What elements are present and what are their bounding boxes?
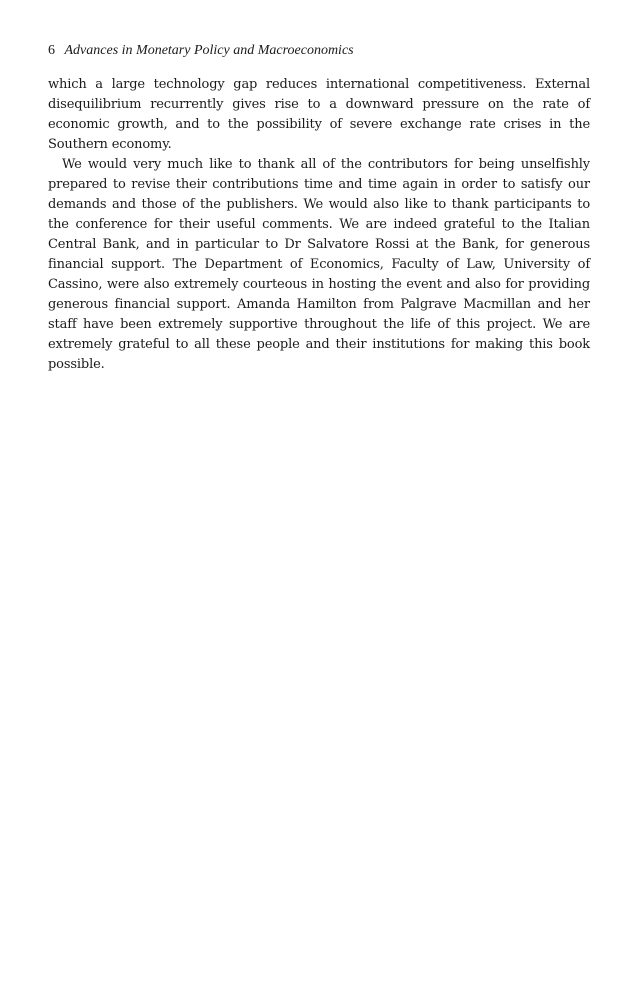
body-text	[48, 75, 590, 375]
paragraph-continuation: which a large technology gap reduces international competitiveness. External disequilibrium recurrently gives rise to a downward pressure on the rate of economic growth, and to the possibility of severe exchange rate crises in the Southern economy.	[48, 77, 590, 152]
paragraph-acknowledgements: We would very much like to thank all of the contributors for being unselfishly prepared to revise their contributions time and time again in order to satisfy our demands and those of the publishers. We would also like to thank participants to the conference for their useful comments. We are indeed grateful to the Italian Central Bank, and in particular to Dr Salvatore Rossi at the Bank, for generous financial support. The Department of Economics, Faculty of Law, University of Cassino, were also extremely courteous in hosting the event and also for providing generous financial support. Amanda Hamilton from Palgrave Macmillan and her staff have been extremely supportive throughout the life of this project. We are extremely grateful to all these people and their institutions for making this book possible.	[48, 157, 590, 372]
book-title: Advances in Monetary Policy and Macroeconomics	[64, 43, 354, 58]
page-number: 6	[48, 43, 55, 58]
running-head	[48, 42, 354, 60]
